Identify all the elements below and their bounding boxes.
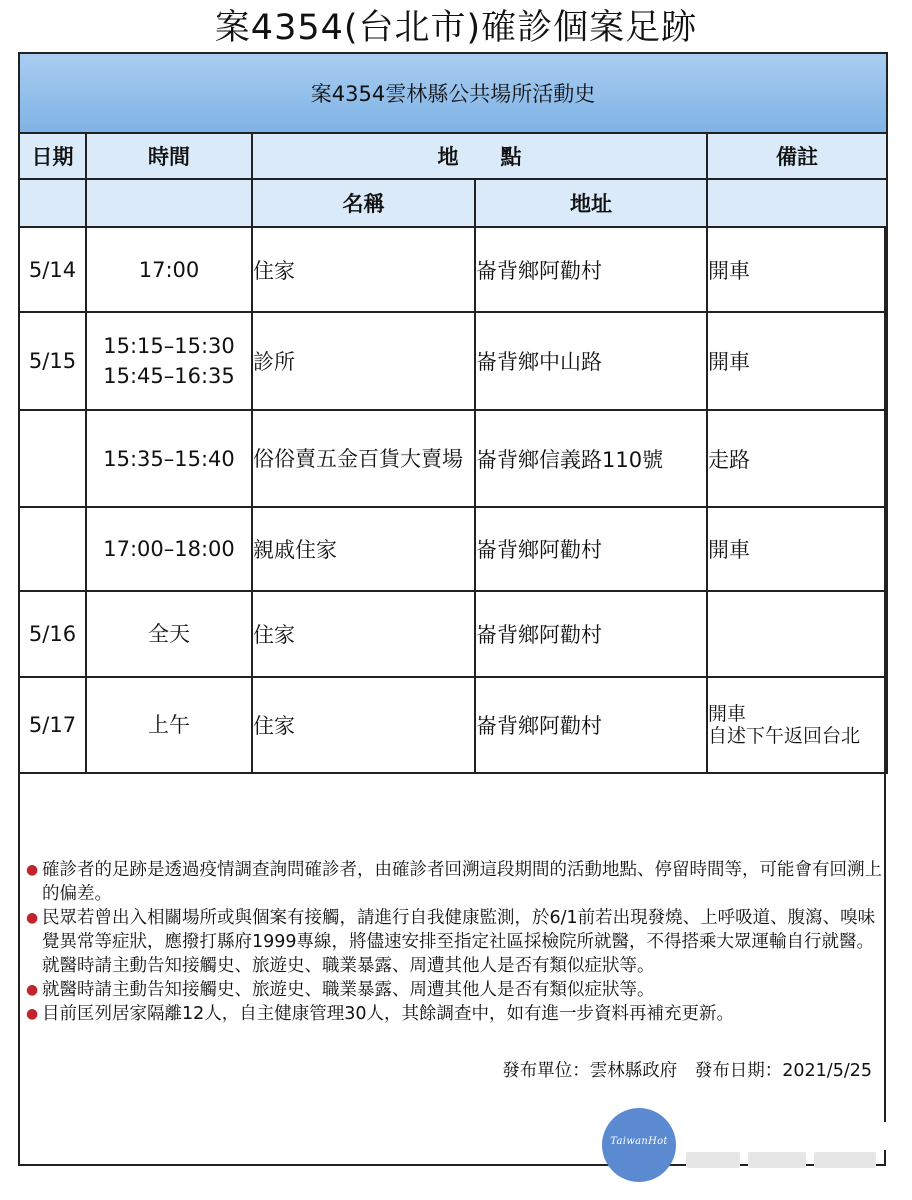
bullet-icon: ●: [26, 1006, 39, 1022]
list-item: [22, 858, 884, 906]
row-place-name: 住家: [252, 227, 475, 312]
row-place-name: 診所: [252, 312, 475, 410]
corner-patch: [878, 1122, 888, 1150]
row-time-line-2: 15:45–16:35: [103, 364, 235, 388]
row-time-line-1: 15:15–15:30: [103, 334, 235, 358]
table-row: [19, 227, 887, 312]
row-address: 崙背鄉阿勸村: [475, 507, 707, 591]
bullet-icon: ●: [26, 862, 39, 878]
row-note: 開車 自述下午返回台北: [707, 677, 887, 773]
row-place-name: 住家: [252, 677, 475, 773]
row-note: 開車: [707, 312, 887, 410]
header-address: 地址: [475, 179, 707, 227]
header-date: 日期: [19, 133, 86, 179]
page-title: 案4354(台北市)確診個案足跡: [214, 8, 698, 48]
list-item: [22, 1002, 884, 1026]
row-date: 5/15: [19, 312, 86, 410]
list-item: [22, 906, 884, 978]
row-date: 5/17: [19, 677, 86, 773]
row-note: 開車: [707, 507, 887, 591]
activity-table: [18, 52, 888, 774]
header-name: 名稱: [252, 179, 475, 227]
table-row: [19, 507, 887, 591]
table-row: [19, 677, 887, 773]
row-date: 5/14: [19, 227, 86, 312]
row-address: 崙背鄉信義路110號: [475, 410, 707, 507]
header-time: 時間: [86, 133, 252, 179]
row-place-name: 俗俗賣五金百貨大賣場: [252, 410, 475, 507]
note-text: 民眾若曾出入相關場所或與個案有接觸，請進行自我健康監測，於6/1前若出現發燒、上呼吸道、腹瀉、嗅味覺異常等症狀，應撥打縣府1999專線，將儘速安排至指定社區採檢院所就醫，不得搭乘大眾運輸自行就醫。就醫時請主動告知接觸史、旅遊史、職業暴露、周遭其他人是否有類似症狀等。: [42, 908, 876, 976]
row-place-name: 親戚住家: [252, 507, 475, 591]
notes-list: [22, 858, 884, 1026]
watermark-mark: [748, 1152, 806, 1168]
row-address: 崙背鄉阿勸村: [475, 227, 707, 312]
table-row: [19, 410, 887, 507]
header-note: 備註: [707, 133, 887, 179]
bullet-icon: ●: [26, 982, 39, 998]
list-item: [22, 978, 884, 1002]
row-date: 5/16: [19, 591, 86, 677]
table-row: [19, 591, 887, 677]
row-note: [707, 591, 887, 677]
logo-text: TaiwanHot: [610, 1136, 668, 1147]
issuer-line: 發布單位：雲林縣政府 發布日期：2021/5/25: [502, 1061, 872, 1081]
header-blank: [19, 179, 86, 227]
row-time: 全天: [86, 591, 252, 677]
header-blank: [707, 179, 887, 227]
header-place: 地 點: [252, 133, 707, 179]
row-time: 上午: [86, 677, 252, 773]
row-note: 走路: [707, 410, 887, 507]
row-time: [86, 312, 252, 410]
row-time: 17:00–18:00: [86, 507, 252, 591]
row-address: 崙背鄉中山路: [475, 312, 707, 410]
table-banner: 案4354雲林縣公共場所活動史: [19, 53, 887, 133]
row-time: 15:35–15:40: [86, 410, 252, 507]
row-note: 開車: [707, 227, 887, 312]
row-date: [19, 410, 86, 507]
note-text: 確診者的足跡是透過疫情調查詢問確診者，由確診者回溯這段期間的活動地點、停留時間等，可能會有回溯上的偏差。: [42, 860, 882, 904]
row-time: 17:00: [86, 227, 252, 312]
note-text: 就醫時請主動告知接觸史、旅遊史、職業暴露、周遭其他人是否有類似症狀等。: [42, 980, 655, 1000]
row-address: 崙背鄉阿勸村: [475, 677, 707, 773]
header-blank: [86, 179, 252, 227]
watermark-mark: [686, 1152, 740, 1168]
table-row: [19, 312, 887, 410]
row-address: 崙背鄉阿勸村: [475, 591, 707, 677]
row-place-name: 住家: [252, 591, 475, 677]
row-date: [19, 507, 86, 591]
bullet-icon: ●: [26, 910, 39, 926]
note-text: 目前匡列居家隔離12人，自主健康管理30人，其餘調查中，如有進一步資料再補充更新。: [42, 1004, 735, 1024]
watermark-mark: [814, 1152, 876, 1168]
